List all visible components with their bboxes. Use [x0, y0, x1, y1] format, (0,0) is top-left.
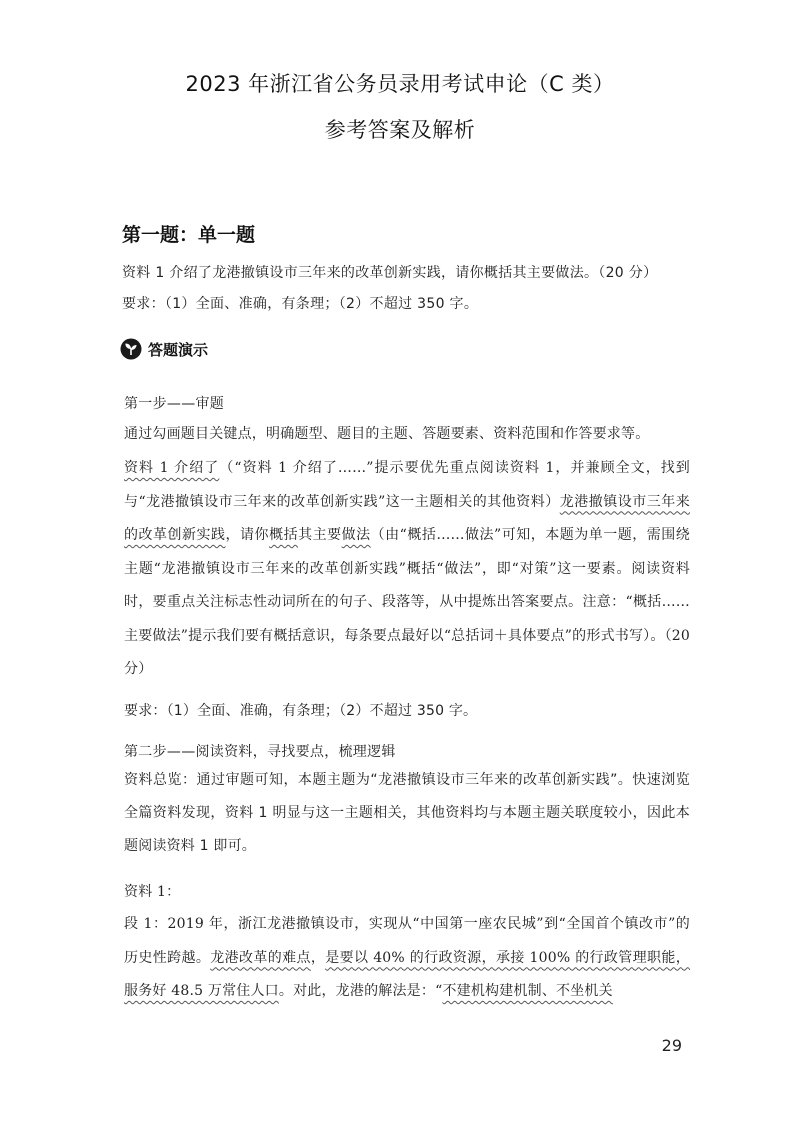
keyword-material-ref: 资料 1 介绍了: [124, 460, 220, 476]
demo-section-header: [120, 338, 208, 360]
page-number: 29: [661, 1036, 682, 1055]
segment-text: 段 1：2019 年，浙江龙港撤镇设市，实现从“中国第一座农民城”到“全国首个镇改市”的历史性跨越。: [124, 916, 690, 966]
step1-analysis: [124, 452, 690, 687]
document-subtitle: 参考答案及解析: [324, 118, 476, 142]
material-label: 资料 1：: [124, 884, 181, 900]
step2-title: 第二步——阅读资料，寻找要点，梳理逻辑: [124, 744, 396, 760]
demo-section-label: 答题演示: [148, 340, 209, 359]
document-title: 2023 年浙江省公务员录用考试申论（C 类）: [185, 72, 615, 96]
keyword-method: 做法: [341, 527, 371, 543]
step2-overview: 资料总览：通过审题可知，本题主题为“龙港撤镇设市三年来的改革创新实践”。快速浏览全篇资料发现，资料 1 明显与这一主题相关，其他资料均与本题主题关联度较小，因此本题阅读资料 1 即可。: [124, 772, 690, 854]
step1-intro: 通过勾画题目关键点，明确题型、题目的主题、答题要素、资料范围和作答要求等。: [124, 426, 650, 442]
step1-title: 第一步——审题: [124, 396, 225, 412]
step1-requirement: 要求：（1）全面、准确，有条理；（2）不超过 350 字。: [124, 703, 478, 719]
keyword-challenge: 是要以 40% 的行政资源，承接 100% 的行政管理职能，服务好 48.5 万常住人口: [124, 949, 691, 999]
seedling-icon: [120, 338, 142, 360]
segment-text: ，: [310, 949, 326, 966]
keyword-difficulty: 龙港改革的难点: [210, 949, 311, 966]
question-prompt: 资料 1 介绍了龙港撤镇设市三年来的改革创新实践，请你概括其主要做法。（20 分）: [122, 265, 658, 281]
keyword-solution: 不建机构建机制、不坐机关: [442, 983, 613, 999]
analysis-text: 其主要: [298, 527, 342, 543]
question-requirement: 要求：（1）全面、准确，有条理；（2）不超过 350 字。: [122, 296, 479, 312]
analysis-text: （由“概括……做法”可知，本题为单一题，需围绕主题“龙港撤镇设市三年来的改革创新实践”概括“做法”，即“对策”这一要素。阅读资料时，要重点关注标志性动词所在的句子、段落等，从中提炼出答案要点。注意：“概括……主要做法”提示我们要有概括意识，每条要点最好以“总括词＋具体要点”的形式书写）。（20 分）: [124, 527, 690, 677]
material-segment-1: [124, 908, 690, 1009]
keyword-theme: 龙港撤镇设市三年来的改革创新实践: [124, 493, 690, 543]
analysis-text: （“资料 1 介绍了……”提示要优先重点阅读资料 1，并兼顾全文，找到与“龙港撤镇设市三年来的改革创新实践”这一主题相关的其他资料）: [124, 460, 690, 510]
question-heading: 第一题：单一题: [122, 224, 256, 246]
keyword-summarize: 概括: [269, 527, 299, 543]
segment-text: 。对此，龙港的解法是：“: [278, 983, 443, 999]
analysis-text: ，请你: [225, 527, 270, 543]
